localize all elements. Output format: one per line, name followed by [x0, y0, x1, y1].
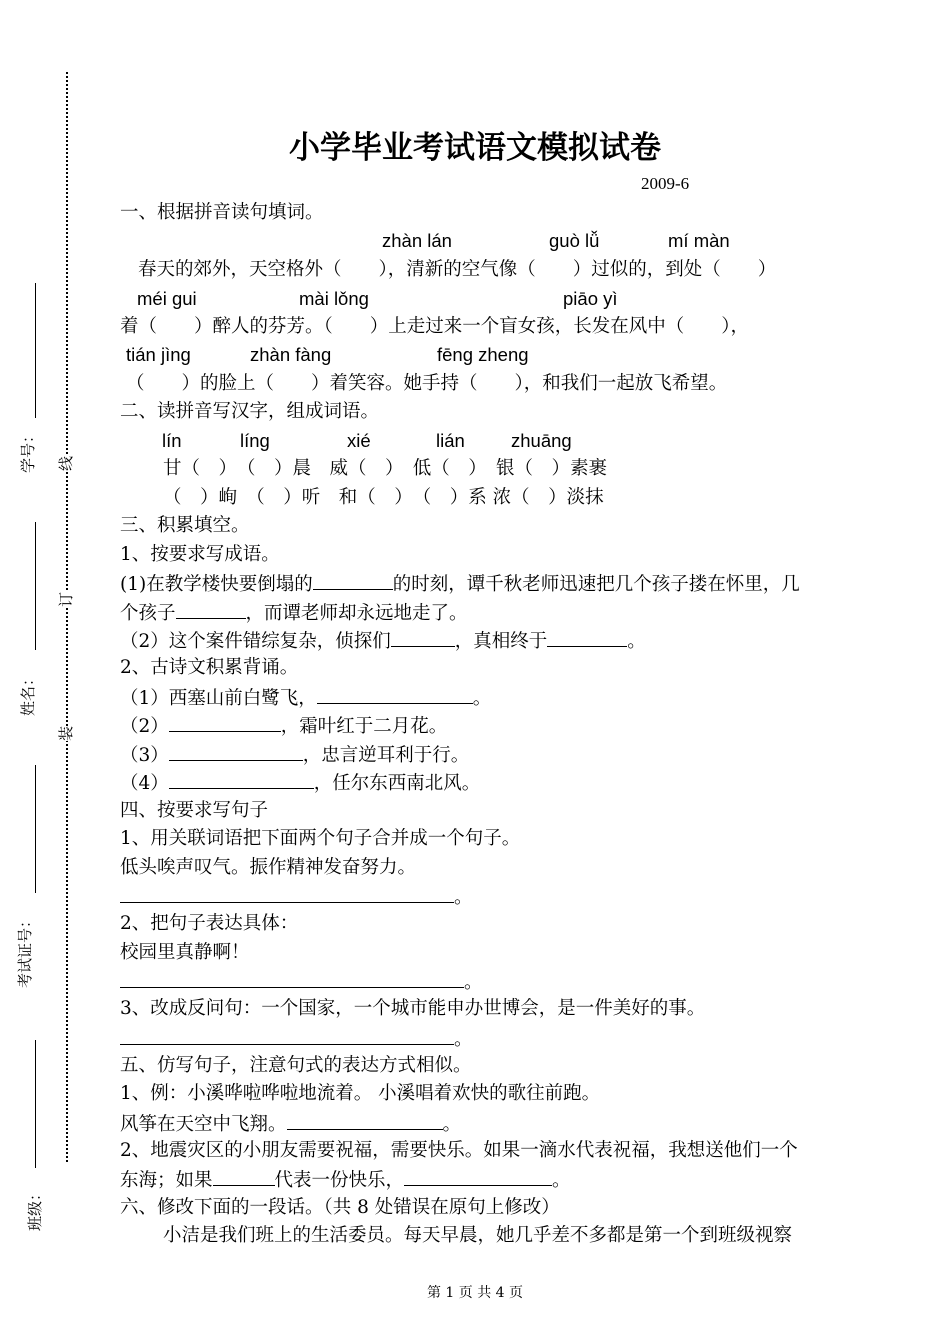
section-4-heading: 四、按要求写句子: [120, 800, 269, 821]
section-1-heading: 一、根据拼音读句填词。: [120, 202, 324, 223]
exam-no-label: 考试证号：: [16, 912, 35, 989]
section-6-paragraph: 小洁是我们班上的生活委员。每天早晨，她几乎差不多都是第一个到班级视察: [163, 1225, 793, 1246]
binding-char-line: 线: [54, 456, 77, 471]
text: ，忠言逆耳利于行。: [302, 745, 470, 766]
answer-blank[interactable]: [169, 742, 303, 761]
question-4-3: 3、改成反问句：一个国家，一个城市能申办世博会，是一件美好的事。: [120, 998, 706, 1019]
name-label: 姓名：: [19, 670, 38, 717]
pinyin: xié: [347, 430, 371, 451]
text: 。: [454, 1029, 473, 1050]
answer-blank[interactable]: [176, 600, 246, 619]
answer-blank[interactable]: [287, 1111, 443, 1130]
question-4-1: 1、用关联词语把下面两个句子合并成一个句子。: [120, 828, 521, 849]
section-2-row-2: （ ）峋 （ ）听 和（ ） （ ）系 浓（ ）淡抹: [163, 487, 604, 508]
question-5-1-text: [120, 1111, 461, 1137]
text: 。: [442, 1114, 462, 1135]
text: 。: [454, 887, 473, 908]
class-line: [35, 1040, 36, 1168]
text: ，霜叶红于二月花。: [280, 716, 448, 737]
answer-blank[interactable]: [169, 770, 314, 789]
question-4-1-text: 低头唉声叹气。振作精神发奋努力。: [120, 857, 417, 878]
section-6-heading: 六、修改下面的一段话。（共 8 处错误在原句上修改）: [120, 1197, 560, 1218]
answer-line-4-3: [120, 1026, 473, 1052]
question-5-2-cont: [120, 1167, 571, 1193]
name-line: [35, 522, 36, 650]
exam-date: 2009-6: [641, 174, 690, 193]
text: 。: [464, 972, 483, 993]
answer-line-4-2: [120, 969, 483, 995]
pinyin: mài lǒng: [299, 288, 369, 309]
answer-blank[interactable]: [120, 1026, 454, 1045]
page-title: 小学毕业考试语文模拟试卷: [289, 130, 661, 166]
section-1-sentence-1: 春天的郊外，天空格外（ ），清新的空气像（ ）过似的，到处（ ）: [138, 259, 777, 280]
pinyin: zhàn fàng: [250, 344, 332, 365]
text: 。: [552, 1170, 571, 1191]
text: ，任尔东西南北风。: [313, 773, 481, 794]
text: 风筝在天空中飞翔。: [120, 1114, 287, 1135]
question-3-2-d: [120, 770, 480, 796]
class-label: 班级：: [26, 1185, 45, 1232]
question-4-2-text: 校园里真静啊！: [120, 942, 250, 963]
pinyin: lín: [162, 430, 182, 451]
pinyin: fēng zheng: [437, 344, 529, 365]
pinyin: zhàn lán: [382, 230, 452, 251]
pinyin: lián: [436, 430, 465, 451]
binding-dotted-line: [66, 72, 68, 1162]
answer-blank[interactable]: [169, 713, 281, 732]
text: (1)在教学楼快要倒塌的: [120, 574, 313, 595]
question-3-2-c: [120, 742, 469, 768]
pinyin: líng: [240, 430, 270, 451]
question-3-2-a: [120, 685, 491, 711]
answer-blank[interactable]: [547, 628, 627, 647]
text: ，而谭老师却永远地走了。: [245, 603, 468, 624]
question-3-1: 1、按要求写成语。: [120, 544, 280, 565]
text: （1）西塞山前白鹭飞，: [120, 688, 317, 709]
question-3-1-b: [120, 628, 646, 654]
section-1-sentence-2: 着（ ）醉人的芬芳。（ ）上走过来一个盲女孩，长发在风中（ ），: [120, 316, 750, 337]
answer-line-4-1: [120, 884, 473, 910]
answer-blank[interactable]: [120, 969, 464, 988]
text: （2）这个案件错综复杂，侦探们: [120, 631, 391, 652]
pinyin: guò lǚ: [549, 230, 600, 251]
section-2-row-1: 甘（ ） （ ）晨 威（ ） 低（ ） 银（ ）素裹: [163, 458, 608, 479]
binding-char-zhuang: 装: [54, 726, 77, 741]
student-no-label: 学号：: [19, 427, 38, 474]
section-5-heading: 五、仿写句子，注意句式的表达方式相似。: [120, 1055, 472, 1076]
answer-blank[interactable]: [313, 571, 393, 590]
question-3-2: 2、古诗文积累背诵。: [120, 657, 299, 678]
text: ，真相终于: [454, 631, 548, 652]
section-2-heading: 二、读拼音写汉字，组成词语。: [120, 401, 380, 422]
question-5-2: 2、地震灾区的小朋友需要祝福，需要快乐。如果一滴水代表祝福，我想送他们一个: [120, 1140, 798, 1161]
answer-blank[interactable]: [404, 1167, 552, 1186]
text: 。: [627, 631, 646, 652]
pinyin: piāo yì: [563, 288, 618, 309]
question-3-2-b: [120, 713, 447, 739]
binding-char-ding: 订: [54, 592, 77, 607]
answer-blank[interactable]: [391, 628, 455, 647]
pinyin: mí màn: [668, 230, 730, 251]
text: 。: [472, 688, 492, 709]
section-1-sentence-3: （ ）的脸上（ ）着笑容。她手持（ ），和我们一起放飞希望。: [126, 373, 728, 394]
answer-blank[interactable]: [120, 884, 454, 903]
text: （4）: [120, 773, 169, 794]
text: （2）: [120, 716, 169, 737]
answer-blank[interactable]: [317, 685, 473, 704]
text: （3）: [120, 745, 169, 766]
answer-blank[interactable]: [213, 1167, 275, 1186]
section-3-heading: 三、积累填空。: [120, 515, 250, 536]
pinyin: tián jìng: [126, 344, 191, 365]
pinyin: zhuāng: [511, 430, 572, 451]
question-5-1: 1、例：小溪哗啦哗啦地流着。 小溪唱着欢快的歌往前跑。: [120, 1083, 601, 1104]
question-3-1-a: [120, 571, 800, 597]
pinyin: méi gui: [137, 288, 197, 309]
text: 个孩子: [120, 603, 176, 624]
page-footer: 第 1 页 共 4 页: [426, 1285, 524, 1301]
text: 的时刻，谭千秋老师迅速把几个孩子搂在怀里，几: [392, 574, 800, 595]
exam-no-line: [35, 765, 36, 893]
question-3-1-a-cont: [120, 600, 468, 626]
student-no-line: [35, 283, 36, 418]
text: 东海；如果: [120, 1170, 213, 1191]
text: 代表一份快乐，: [274, 1170, 405, 1191]
question-4-2: 2、把句子表达具体：: [120, 913, 299, 934]
